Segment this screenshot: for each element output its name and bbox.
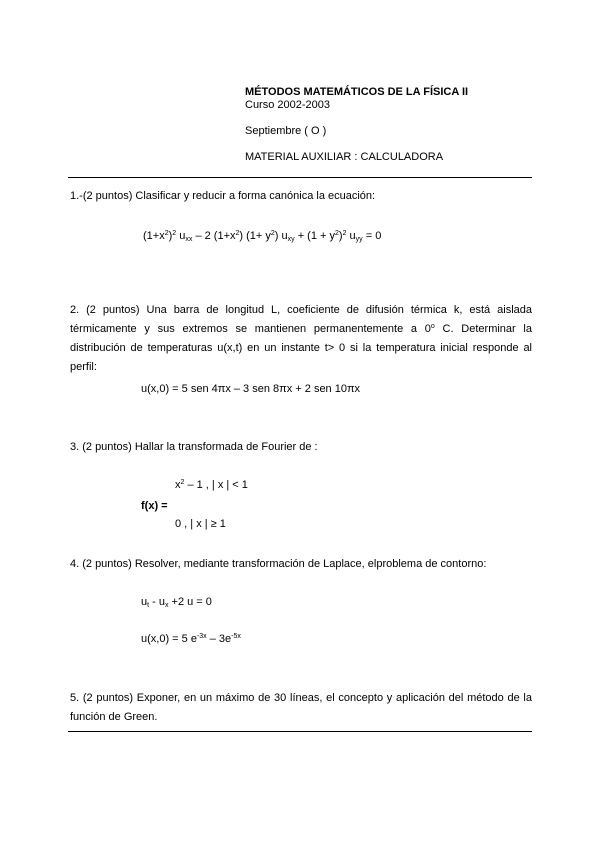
question-4-prompt: 4. (2 puntos) Resolver, mediante transformación de Laplace, elproblema de contorno: [70,558,487,570]
piecewise-case-2: 0 , | x | ≥ 1 [175,518,226,530]
course-year: Curso 2002-2003 [245,99,331,111]
exam-session: Septiembre ( O ) [245,125,327,137]
allowed-material: MATERIAL AUXILIAR : CALCULADORA [245,151,444,163]
question-2-initial-condition: u(x,0) = 5 sen 4πx – 3 sen 8πx + 2 sen 10πx [141,383,361,395]
header-divider [68,177,532,178]
question-4-pde: $u_t - u_x +2$ u = 0 [141,596,212,609]
question-2-prompt: 2. (2 puntos) Una barra de longitud L, coeficiente de difusión térmica k, está aislada térmicamente y sus extremos se mantienen permanentemente a 0$^o$ C. Determinar la distribución de temperaturas u(x,t) en un instante t> 0 si la temperatura inicial responde al perfil: [70,304,532,373]
question-4-initial-condition: u(x,0) = 5 $e^{-3x} - 3e^{-5x}$ [141,633,241,645]
exam-title: MÉTODOS MATEMÁTICOS DE LA FÍSICA II [245,86,469,98]
question-5-prompt: 5. (2 puntos) Exponer, en un máximo de 30 líneas, el concepto y aplicación del método de la función de Green. [70,692,532,723]
piecewise-case-1: $x^2 - 1$ , | x | < 1 [175,479,248,491]
question-1-equation: $(1+x^2)^2$ $u_{xx} - 2$ $(1+x^2)$ $(1+ y^2)$ $u_{xy} + (1 + y^2)^2$ $u_{yy} = 0$ [143,230,382,243]
question-1-prompt: 1.-(2 puntos) Clasificar y reducir a forma canónica la ecuación: [70,190,376,202]
footer-divider [68,731,532,732]
piecewise-function-label: f(x) = [141,500,168,512]
question-3-prompt: 3. (2 puntos) Hallar la transformada de Fourier de : [70,441,318,453]
